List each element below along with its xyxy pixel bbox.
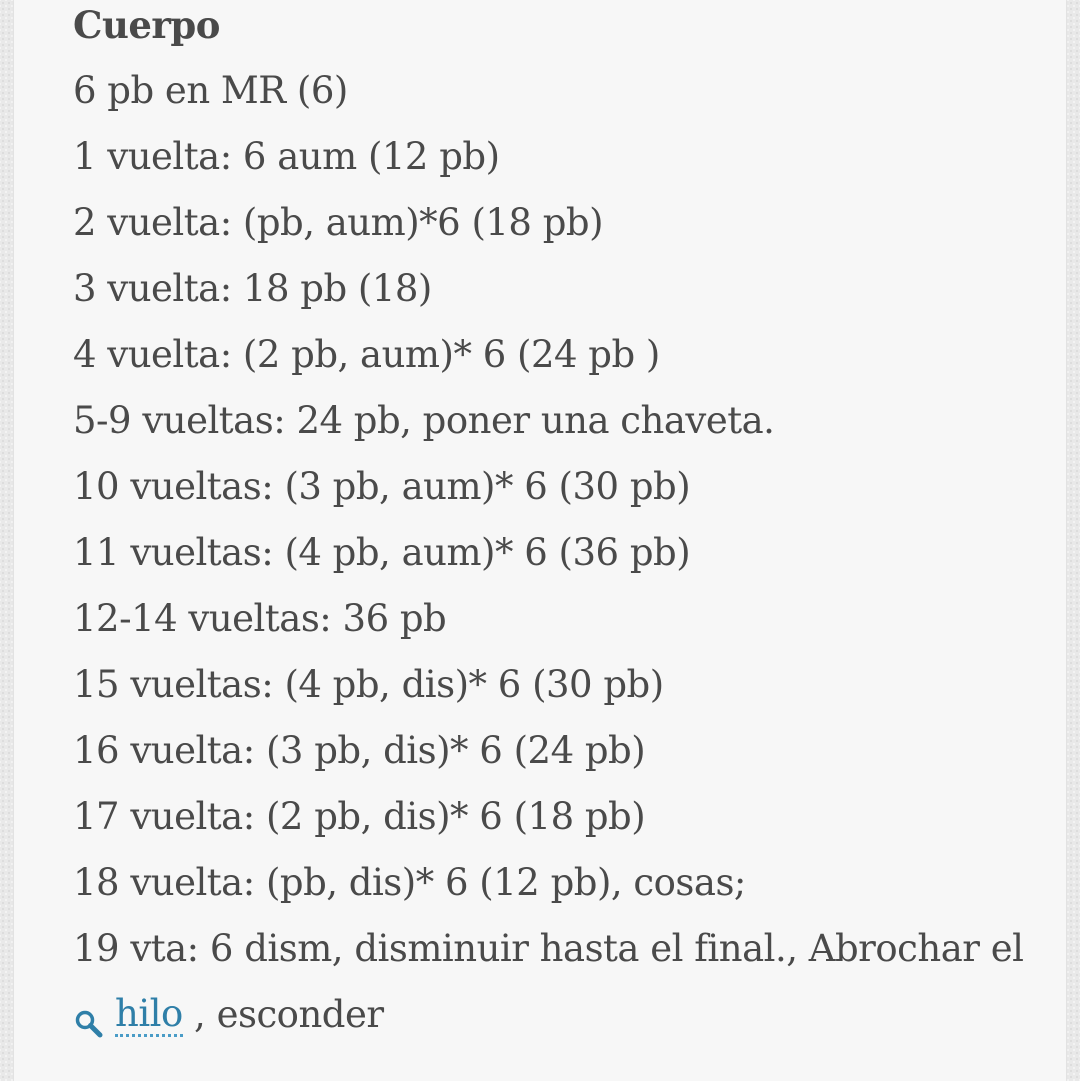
hilo-link[interactable]: hilo xyxy=(115,991,183,1035)
pattern-line: 12-14 vueltas: 36 pb xyxy=(73,597,447,640)
pattern-line: 16 vuelta: (3 pb, dis)* 6 (24 pb) xyxy=(73,729,646,772)
trailing-text: , esconder xyxy=(182,993,384,1036)
search-icon[interactable] xyxy=(73,995,105,1027)
pattern-line: 11 vueltas: (4 pb, aum)* 6 (36 pb) xyxy=(73,531,691,574)
pattern-line: 2 vuelta: (pb, aum)*6 (18 pb) xyxy=(73,201,604,244)
pattern-line: 3 vuelta: 18 pb (18) xyxy=(73,267,432,310)
pattern-text xyxy=(73,0,1073,1048)
pattern-line: 19 vta: 6 dism, disminuir hasta el final., Abrochar el xyxy=(73,927,1024,970)
pattern-line: 6 pb en MR (6) xyxy=(73,69,348,112)
pattern-line-last xyxy=(73,982,1073,1048)
pattern-line: 5-9 vueltas: 24 pb, poner una chaveta. xyxy=(73,399,775,442)
content-card xyxy=(14,0,1066,1081)
pattern-line: 18 vuelta: (pb, dis)* 6 (12 pb), cosas; xyxy=(73,861,746,904)
pattern-line: 1 vuelta: 6 aum (12 pb) xyxy=(73,135,500,178)
pattern-line: 15 vueltas: (4 pb, dis)* 6 (30 pb) xyxy=(73,663,664,706)
pattern-line: 4 vuelta: (2 pb, aum)* 6 (24 pb ) xyxy=(73,333,660,376)
pattern-line: 17 vuelta: (2 pb, dis)* 6 (18 pb) xyxy=(73,795,646,838)
section-title: Cuerpo xyxy=(73,3,220,47)
pattern-line: 10 vueltas: (3 pb, aum)* 6 (30 pb) xyxy=(73,465,691,508)
